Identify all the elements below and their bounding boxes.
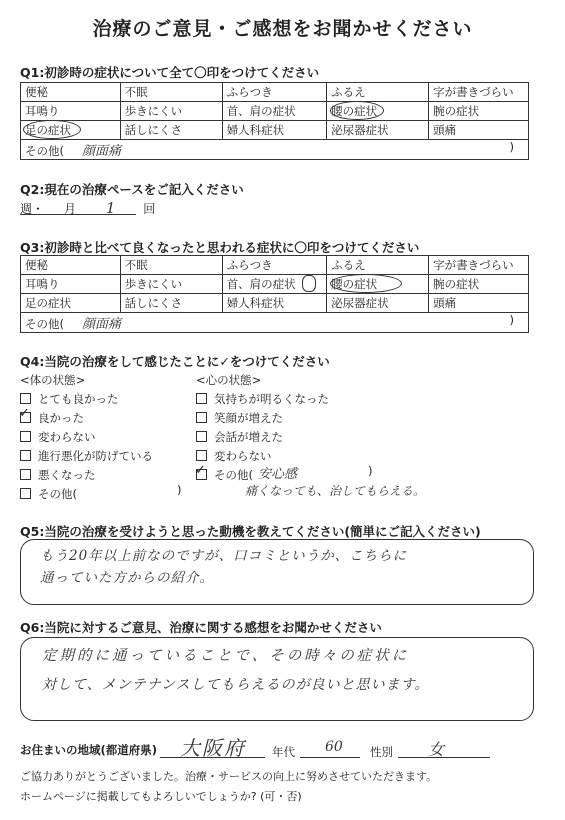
body-state-option[interactable] (20, 484, 153, 503)
age-value: 60 (325, 739, 343, 755)
gender-underline (398, 757, 490, 758)
q4-mind-other-close: ) (368, 464, 373, 478)
symptom-cell[interactable]: 腰の症状 (327, 275, 429, 294)
symptom-cell[interactable]: 腕の症状 (429, 275, 529, 294)
q2-count-value: 1 (105, 199, 116, 217)
gender-value: 女 (428, 740, 445, 759)
symptom-row (21, 256, 529, 275)
symptom-cell[interactable]: 足の症状 (21, 294, 121, 313)
symptom-cell[interactable]: 頭痛 (429, 121, 529, 140)
body-state-option-label: 変わらない (38, 429, 96, 444)
symptom-cell[interactable]: 泌尿器症状 (327, 121, 429, 140)
checkbox[interactable] (20, 431, 31, 442)
checkbox[interactable] (19, 406, 31, 423)
symptom-cell[interactable]: 婦人科症状 (222, 121, 326, 140)
q1-heading: Q1:初診時の症状について全て〇印をつけてください (20, 65, 320, 80)
q4-mind-header: <心の状態> (196, 372, 262, 387)
form-title: 治療のご意見・ご感想をお聞かせください (92, 18, 473, 40)
other-answer: 顔面痛 (82, 144, 122, 159)
mind-state-option-label: 気持ちが明るくなった (214, 391, 329, 406)
other-label: その他( (25, 317, 64, 331)
q3-heading: Q3:初診時と比べて良くなったと思われる症状に〇印をつけてください (20, 240, 420, 255)
q4-heading: Q4:当院の治療をして感じたことに✓をつけてください (20, 354, 330, 369)
mind-state-option[interactable] (196, 427, 329, 446)
q4-body-other-close: ) (177, 483, 182, 497)
symptom-cell[interactable]: 歩きにくい (120, 102, 222, 121)
age-label: 年代 (272, 745, 295, 759)
symptom-cell[interactable]: ふらつき (222, 83, 326, 102)
body-state-option[interactable] (20, 389, 153, 408)
body-state-option-label: その他( (38, 486, 77, 501)
other-close: ) (509, 313, 514, 327)
q4-mind-other-note: 痛くなっても、治してもらえる。 (245, 484, 426, 498)
mind-state-option-label: 会話が増えた (214, 429, 283, 444)
symptom-row (21, 275, 529, 294)
symptom-cell[interactable]: ふるえ (327, 256, 429, 275)
symptom-cell[interactable]: 歩きにくい (120, 275, 222, 294)
q3-symptom-table (20, 255, 529, 333)
body-state-option[interactable] (20, 408, 153, 427)
symptom-cell[interactable]: 便秘 (21, 83, 121, 102)
checkbox[interactable] (196, 450, 207, 461)
mind-state-option-label: 笑顔が増えた (214, 410, 283, 425)
checkbox[interactable] (20, 488, 31, 499)
q6-answer-line-2: 対して、メンテナンスしてもらえるのが良いと思います。 (42, 677, 430, 693)
other-label: その他( (25, 144, 64, 158)
q2-week-label: 週 (20, 202, 33, 216)
body-state-option-label: とても良かった (38, 391, 119, 406)
symptom-cell[interactable]: 話しにくさ (120, 294, 222, 313)
mind-state-option[interactable] (196, 389, 329, 408)
symptom-row (21, 121, 529, 140)
region-label: お住まいの地域(都道府県) (20, 743, 158, 757)
body-state-option[interactable] (20, 427, 153, 446)
checkbox[interactable] (196, 393, 207, 404)
q1-symptom-table (20, 82, 529, 160)
q6-answer-line-1: 定期的に通っていることで、その時々の症状に (42, 648, 410, 664)
symptom-cell[interactable]: 耳鳴り (21, 275, 121, 294)
symptom-cell[interactable]: ふらつき (222, 256, 326, 275)
other-row (21, 313, 529, 333)
symptom-row (21, 83, 529, 102)
symptom-cell[interactable]: 耳鳴り (21, 102, 121, 121)
body-state-option-label: 良かった (38, 410, 84, 425)
symptom-cell[interactable]: 字が書きづらい (429, 83, 529, 102)
q5-answer-line-1: もう20年以上前なのですが、口コミというか、こちらに (40, 548, 408, 564)
symptom-cell[interactable]: 字が書きづらい (429, 256, 529, 275)
other-answer: 顔面痛 (82, 317, 122, 332)
symptom-cell[interactable]: 首、肩の症状 (222, 102, 326, 121)
checkbox[interactable] (20, 469, 31, 480)
check-mark-icon: ✓ (19, 406, 30, 421)
q4-mind-other-answer: 安心感 (258, 467, 298, 482)
symptom-cell[interactable]: 話しにくさ (120, 121, 222, 140)
q2-sep: ・ (32, 202, 45, 216)
q6-heading: Q6:当院に対するご意見、治療に関する感想をお聞かせください (20, 620, 382, 635)
symptom-cell[interactable]: 足の症状 (21, 121, 121, 140)
symptom-cell[interactable]: ふるえ (327, 83, 429, 102)
symptom-cell[interactable]: 不眠 (120, 256, 222, 275)
symptom-cell[interactable]: 泌尿器症状 (327, 294, 429, 313)
thanks-text: ご協力ありがとうございました。治療・サービスの向上に努めさせていただきます。 (20, 770, 438, 783)
symptom-cell[interactable]: 腕の症状 (429, 102, 529, 121)
symptom-cell[interactable]: 便秘 (21, 256, 121, 275)
q4-body-header: <体の状態> (20, 372, 86, 387)
symptom-cell[interactable]: 婦人科症状 (222, 294, 326, 313)
q5-answer-line-2: 通っていた方からの紹介。 (40, 570, 214, 586)
symptom-row (21, 294, 529, 313)
q2-underline (20, 214, 136, 215)
symptom-cell[interactable]: 首、肩の症状 (222, 275, 326, 294)
symptom-cell[interactable]: 頭痛 (429, 294, 529, 313)
body-state-option[interactable] (20, 446, 153, 465)
region-underline (160, 757, 265, 758)
check-mark-icon: ✓ (195, 463, 206, 478)
q5-heading: Q5:当院の治療を受けようと思った動機を教えてください(簡単にご記入ください) (20, 524, 481, 539)
region-value: 大阪府 (180, 736, 246, 760)
checkbox[interactable] (196, 431, 207, 442)
other-close: ) (509, 140, 514, 154)
other-cell[interactable] (21, 313, 529, 333)
mind-state-option-label: 変わらない (214, 448, 272, 463)
q2-month-label: 月 (64, 202, 77, 216)
checkbox[interactable] (20, 450, 31, 461)
body-state-option-label: 悪くなった (38, 467, 96, 482)
other-cell[interactable] (21, 140, 529, 160)
q4-body-column (20, 370, 153, 503)
permission-text: ホームページに掲載してもよろしいでしょうか? (可・否) (20, 790, 302, 803)
other-row (21, 140, 529, 160)
mind-state-option[interactable] (196, 408, 329, 427)
checkbox[interactable] (20, 393, 31, 404)
q2-heading: Q2:現在の治療ペースをご記入ください (20, 182, 244, 197)
mind-state-option-label: その他( (214, 467, 253, 482)
symptom-row (21, 102, 529, 121)
q2-times-label: 回 (143, 202, 156, 216)
age-underline (300, 757, 360, 758)
checkbox[interactable] (195, 463, 207, 480)
checkbox[interactable] (196, 412, 207, 423)
body-state-option-label: 進行悪化が防げている (38, 448, 153, 463)
symptom-cell[interactable]: 不眠 (120, 83, 222, 102)
body-state-option[interactable] (20, 465, 153, 484)
symptom-cell[interactable]: 腰の症状 (327, 102, 429, 121)
gender-label: 性別 (370, 745, 393, 759)
